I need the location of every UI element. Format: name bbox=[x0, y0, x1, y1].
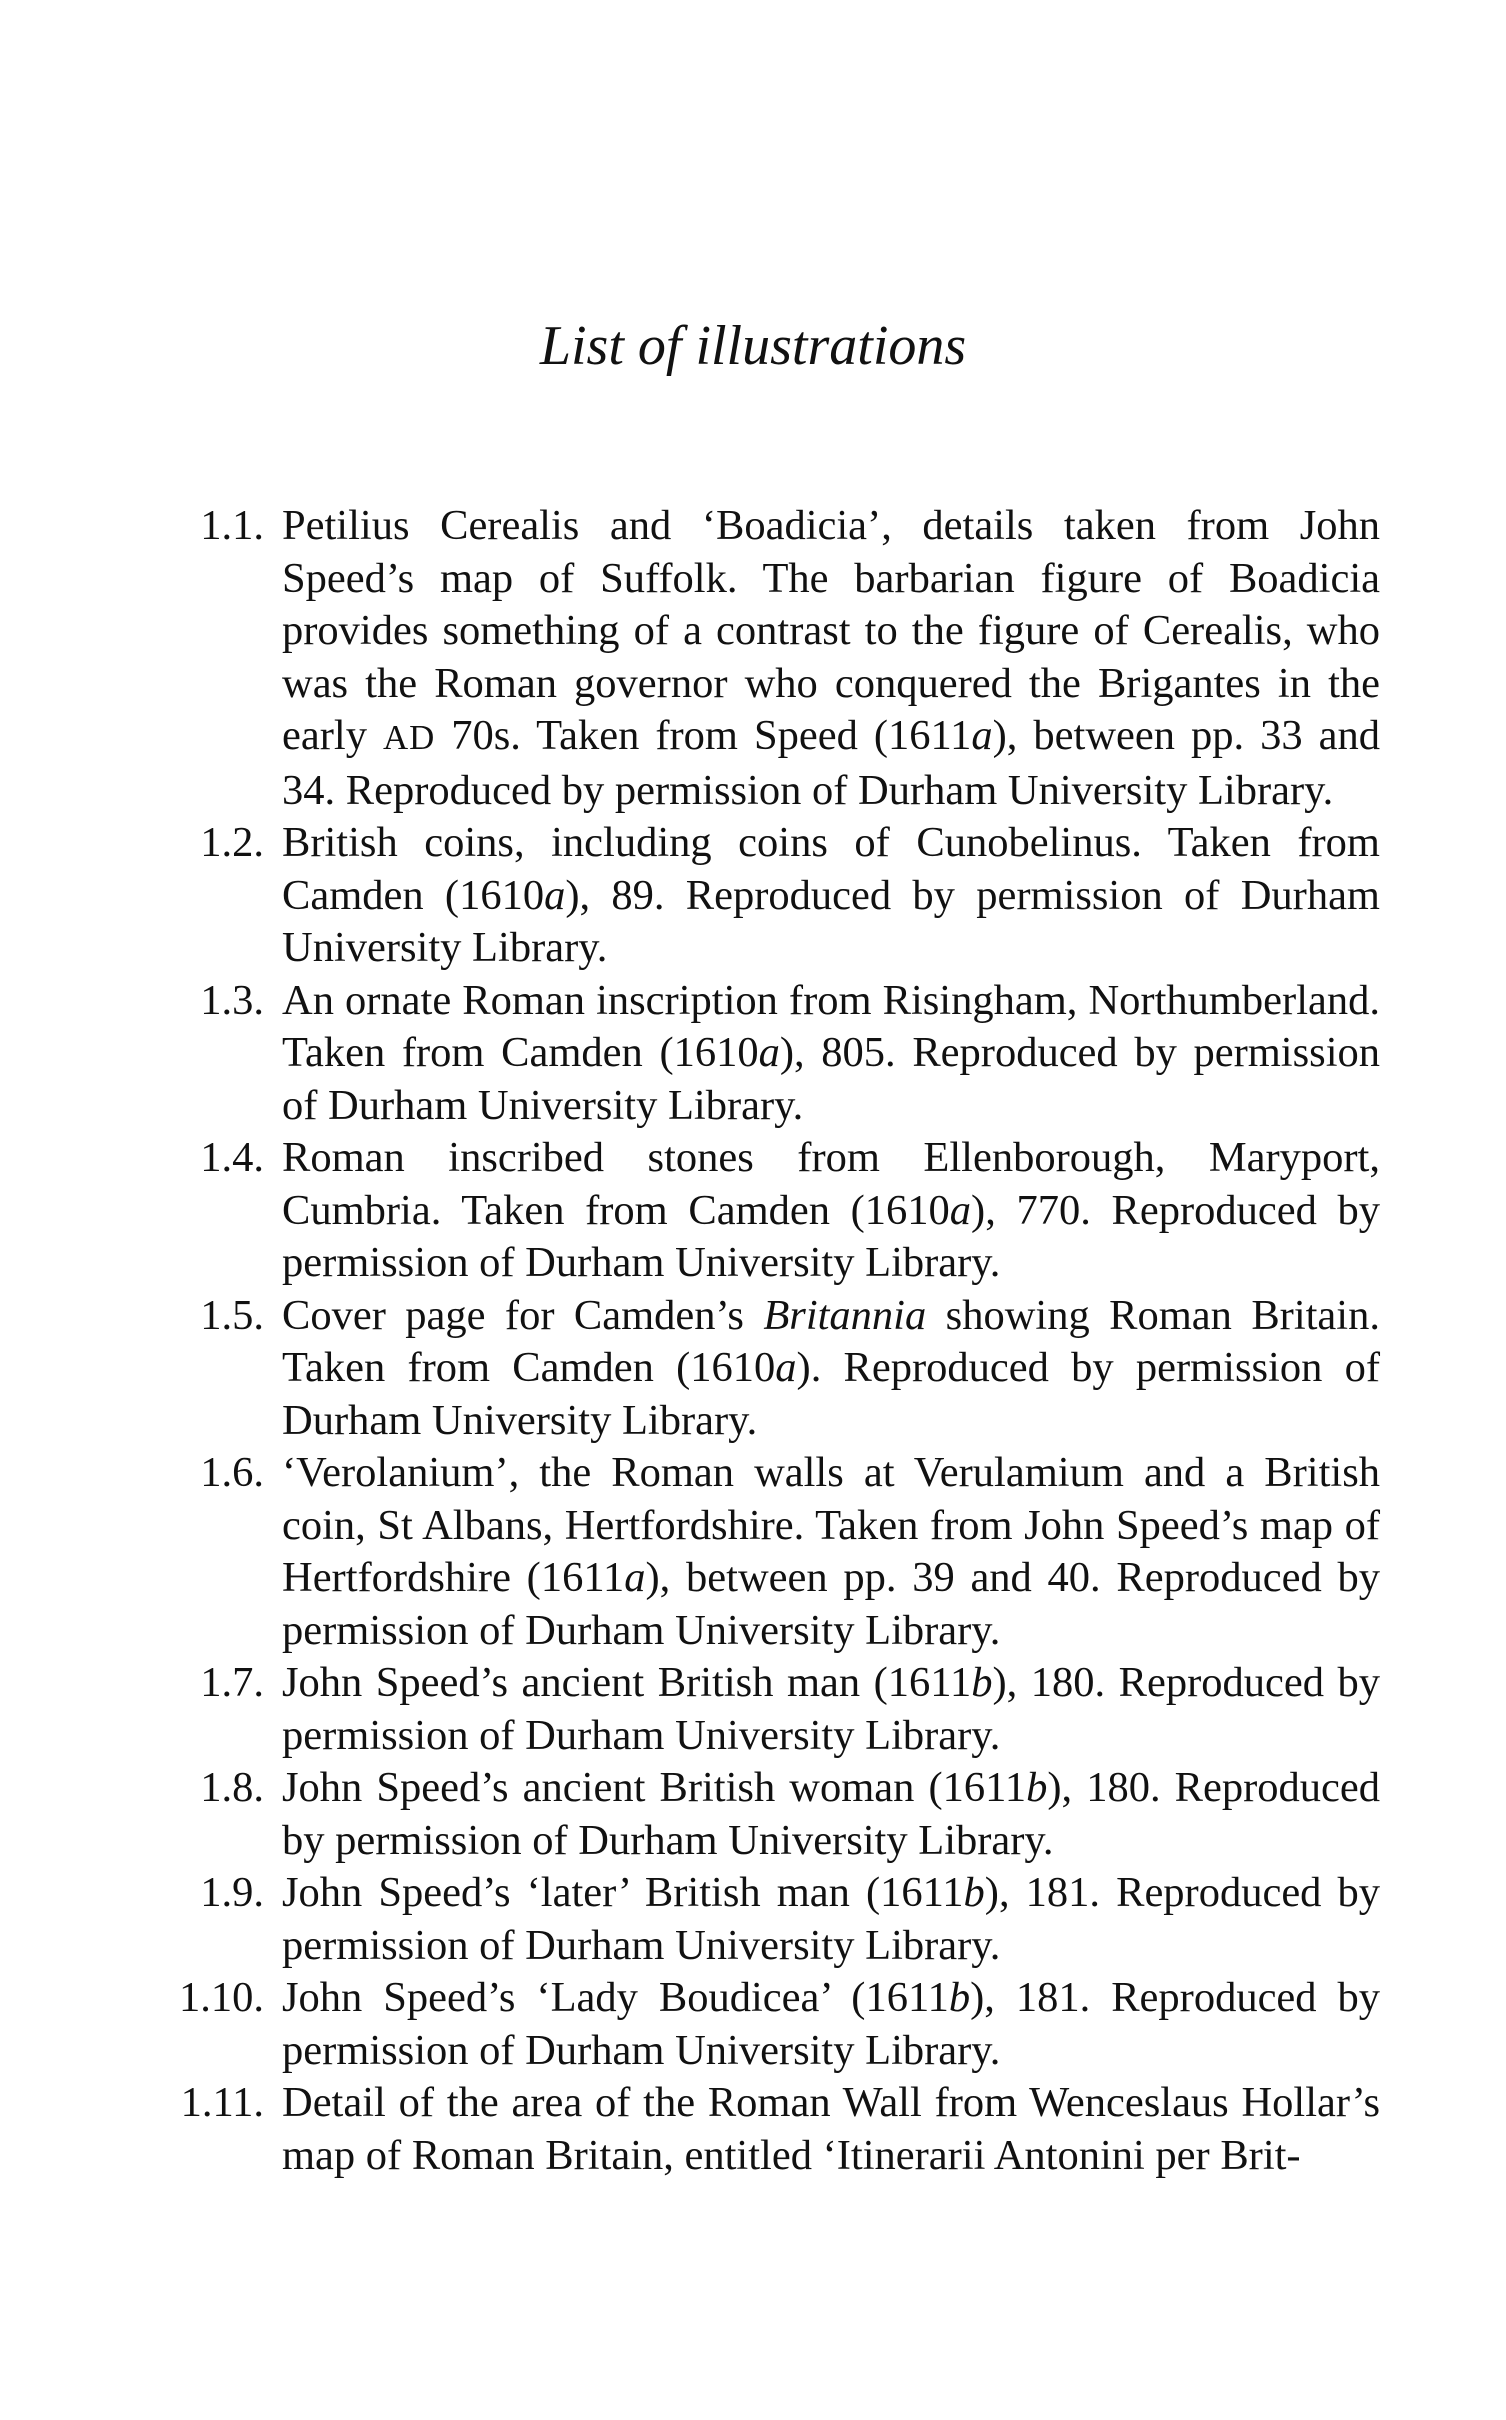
caption-text: ), between pp. 39 and 40. Reproduced by permission of Durham University Library. bbox=[282, 1554, 1380, 1654]
illustration-number: 1.4. bbox=[200, 1134, 264, 1181]
illustration-caption bbox=[282, 1762, 1380, 1867]
illustration-caption bbox=[282, 1290, 1380, 1448]
caption-text: ), 805. Reproduced by permission of Durham University Library. bbox=[282, 1029, 1381, 1129]
illustration-caption bbox=[282, 975, 1380, 1133]
caption-text: ), 89. Reproduced by permission of Durham University Library. bbox=[282, 871, 1380, 971]
illustration-number: 1.2. bbox=[200, 819, 264, 866]
illustration-entry bbox=[150, 1762, 1380, 1867]
illustration-number: 1.5. bbox=[200, 1291, 264, 1339]
caption-italic-text: b bbox=[971, 1659, 993, 1706]
caption-text: ). Reproduced by permission of Durham University Library. bbox=[282, 1344, 1380, 1444]
illustration-number: 1.6. bbox=[200, 1449, 264, 1496]
illustration-entry bbox=[150, 2077, 1380, 2182]
illustration-entry bbox=[150, 1447, 1380, 1657]
illustration-entry bbox=[150, 500, 1380, 817]
caption-italic-text: a bbox=[775, 1344, 797, 1391]
caption-italic-text: a bbox=[758, 1029, 780, 1076]
caption-text: Detail of the area of the Roman Wall from Wenceslaus Hollar’s map of Roman Britain, entitled ‘Itinerarii Antonini per Brit- bbox=[282, 2079, 1380, 2179]
illustration-entry bbox=[150, 1867, 1380, 1972]
caption-text: John Speed’s ancient British woman (1611 bbox=[282, 1764, 1027, 1811]
caption-text: British coins, including coins of Cunobelinus. Taken from Camden (1610 bbox=[282, 819, 1380, 919]
illustration-entry bbox=[150, 975, 1380, 1133]
caption-text: ), 181. Reproduced by permission of Durham University Library. bbox=[282, 1974, 1381, 2074]
caption-text: Cover page for Camden’s bbox=[282, 1291, 764, 1339]
caption-text: John Speed’s ‘Lady Boudicea’ (1611 bbox=[282, 1974, 949, 2021]
illustration-number: 1.7. bbox=[200, 1659, 264, 1706]
caption-italic-text: a bbox=[544, 871, 566, 919]
illustration-caption bbox=[282, 500, 1380, 817]
illustration-caption bbox=[282, 1657, 1380, 1762]
illustration-number: 1.8. bbox=[200, 1764, 264, 1811]
caption-text: John Speed’s ‘later’ British man (1611 bbox=[282, 1869, 964, 1916]
caption-text: ), 770. Reproduced by permission of Durham University Library. bbox=[282, 1186, 1380, 1286]
caption-text: John Speed’s ancient British man (1611 bbox=[282, 1659, 972, 1706]
caption-small-caps-text: AD bbox=[382, 718, 436, 757]
caption-text: Roman inscribed stones from Ellenborough, Maryport, Cumbria. Taken from Camden (1610 bbox=[282, 1134, 1380, 1234]
illustration-number: 1.10. bbox=[179, 1974, 264, 2021]
illustration-caption bbox=[282, 1447, 1380, 1657]
illustration-entry bbox=[150, 1972, 1380, 2077]
caption-text: showing Roman Britain. Taken from Camden (1610 bbox=[282, 1291, 1380, 1391]
caption-text: An ornate Roman inscription from Risingham, Northumberland. Taken from Camden (1610 bbox=[282, 976, 1380, 1076]
caption-text: ‘Verolanium’, the Roman walls at Verulamium and a British coin, St Albans, Hertfordshire. Taken from John Speed’s map of Hertfordshire (1611 bbox=[282, 1449, 1380, 1601]
illustration-entry bbox=[150, 817, 1380, 975]
caption-text: ), 180. Reproduced by permission of Durham University Library. bbox=[282, 1659, 1380, 1759]
illustration-number: 1.1. bbox=[200, 502, 264, 549]
caption-text: ), 180. Reproduced by permission of Durham University Library. bbox=[282, 1764, 1381, 1864]
illustration-entry bbox=[150, 1290, 1380, 1448]
illustration-caption bbox=[282, 1132, 1380, 1290]
illustration-caption bbox=[282, 817, 1380, 975]
caption-text: 70s. Taken from Speed (1611 bbox=[435, 712, 972, 759]
caption-text: Petilius Cerealis and ‘Boadicia’, details taken from John Speed’s map of Suffolk. The barbarian figure of Boadicia provides something of a contrast to the figure of Cerealis, who was the Roman governor who conquered the Brigantes in the early bbox=[282, 502, 1380, 759]
illustration-entry bbox=[150, 1657, 1380, 1762]
illustration-number: 1.11. bbox=[180, 2079, 264, 2126]
illustrations-list bbox=[150, 500, 1380, 2182]
caption-italic-text: a bbox=[971, 712, 993, 759]
illustration-caption bbox=[282, 1867, 1380, 1972]
page-title: List of illustrations bbox=[539, 315, 967, 377]
caption-text: ), between pp. 33 and 34. Reproduced by permission of Durham University Library. bbox=[282, 712, 1380, 814]
caption-italic-text: b bbox=[963, 1869, 985, 1916]
illustration-number: 1.3. bbox=[200, 976, 264, 1024]
caption-italic-text: b bbox=[1026, 1764, 1048, 1811]
caption-italic-text: a bbox=[624, 1554, 646, 1601]
illustration-entry bbox=[150, 1132, 1380, 1290]
caption-italic-text: Britannia bbox=[763, 1291, 927, 1339]
caption-text: ), 181. Reproduced by permission of Durham University Library. bbox=[282, 1869, 1381, 1969]
illustration-caption bbox=[282, 2077, 1380, 2182]
illustration-number: 1.9. bbox=[200, 1869, 264, 1916]
caption-italic-text: b bbox=[948, 1974, 971, 2021]
caption-italic-text: a bbox=[949, 1186, 972, 1234]
illustration-caption bbox=[282, 1972, 1380, 2077]
